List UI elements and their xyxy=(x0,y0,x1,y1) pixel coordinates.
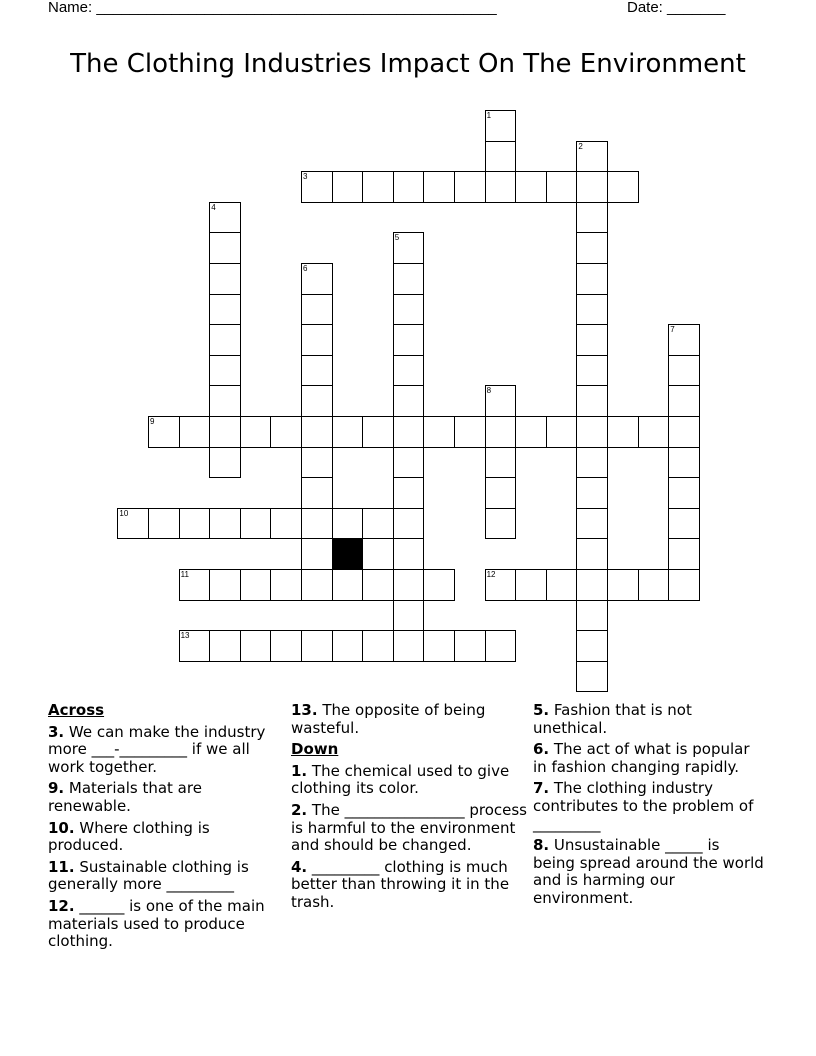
down-heading: Down xyxy=(291,740,339,759)
grid-cell[interactable] xyxy=(576,447,608,479)
grid-cell[interactable] xyxy=(301,416,333,448)
grid-cell[interactable] xyxy=(301,385,333,417)
clue-across-13 xyxy=(291,702,531,737)
date-field-label: Date: _______ xyxy=(627,0,726,16)
grid-cell[interactable] xyxy=(515,171,547,203)
grid-cell[interactable] xyxy=(393,508,425,540)
clue-text: Unsustainable _____ is being spread around the world and is harming our environment. xyxy=(533,836,764,907)
clue-across-3 xyxy=(48,724,280,777)
grid-cell[interactable] xyxy=(209,569,241,601)
grid-cell[interactable] xyxy=(668,355,700,387)
cell-number: 10 xyxy=(119,508,129,518)
clue-text: Where clothing is produced. xyxy=(48,818,210,855)
grid-cell[interactable] xyxy=(301,447,333,479)
grid-cell[interactable] xyxy=(179,569,211,601)
clue-number: 3. xyxy=(48,722,65,741)
grid-cell[interactable] xyxy=(209,324,241,356)
grid-cell[interactable] xyxy=(179,508,211,540)
clue-number: 13. xyxy=(291,701,318,719)
grid-cell[interactable] xyxy=(607,416,639,448)
grid-cell[interactable] xyxy=(576,202,608,234)
clue-down-1 xyxy=(291,763,531,798)
grid-cell[interactable] xyxy=(576,661,608,693)
grid-cell[interactable] xyxy=(393,171,425,203)
grid-cell[interactable] xyxy=(576,355,608,387)
grid-cell[interactable] xyxy=(638,569,670,601)
clue-across-11 xyxy=(48,859,280,894)
clue-number: 2. xyxy=(291,800,308,819)
grid-cell[interactable] xyxy=(332,416,364,448)
grid-cell[interactable] xyxy=(209,355,241,387)
grid-cell[interactable] xyxy=(607,569,639,601)
clue-text: The act of what is popular in fashion changing rapidly. xyxy=(533,740,750,776)
grid-cell[interactable] xyxy=(117,508,149,540)
grid-cell[interactable] xyxy=(576,538,608,570)
clue-number: 11. xyxy=(48,857,75,876)
grid-cell[interactable] xyxy=(485,447,517,479)
grid-cell[interactable] xyxy=(393,294,425,326)
clue-across-10 xyxy=(48,820,280,855)
grid-cell[interactable] xyxy=(576,416,608,448)
grid-cell[interactable] xyxy=(485,171,517,203)
cell-number: 6 xyxy=(303,264,308,273)
grid-cell[interactable] xyxy=(485,630,517,662)
grid-cell[interactable] xyxy=(668,569,700,601)
clue-text: The chemical used to give clothing its color. xyxy=(291,761,510,798)
grid-cell[interactable] xyxy=(301,477,333,509)
grid-cell[interactable] xyxy=(301,569,333,601)
grid-cell[interactable] xyxy=(485,477,517,509)
grid-cell[interactable] xyxy=(515,416,547,448)
grid-cell[interactable] xyxy=(423,171,455,203)
cell-number: 5 xyxy=(394,233,400,243)
clue-down-5 xyxy=(533,702,765,737)
clue-number: 8. xyxy=(533,836,550,855)
grid-cell[interactable] xyxy=(240,416,272,448)
grid-cell[interactable] xyxy=(515,569,547,601)
cell-number: 8 xyxy=(486,386,492,396)
grid-cell[interactable] xyxy=(301,508,333,540)
grid-cell[interactable] xyxy=(576,324,608,356)
grid-cell[interactable] xyxy=(362,569,394,601)
clue-text: ______ is one of the main materials used to produce clothing. xyxy=(48,896,265,951)
grid-cell[interactable] xyxy=(179,630,211,662)
grid-cell[interactable] xyxy=(576,508,608,540)
grid-cell[interactable] xyxy=(668,477,700,509)
clue-down-6 xyxy=(533,741,765,776)
clue-down-2 xyxy=(291,802,531,855)
clue-number: 1. xyxy=(291,761,308,780)
grid-cell[interactable] xyxy=(209,447,241,479)
grid-cell[interactable] xyxy=(240,569,272,601)
cell-number: 12 xyxy=(486,570,496,579)
grid-cell[interactable] xyxy=(485,508,517,540)
clue-number: 7. xyxy=(533,779,550,798)
grid-cell[interactable] xyxy=(301,171,333,203)
grid-cell[interactable] xyxy=(209,508,241,540)
clue-down-8 xyxy=(533,837,765,907)
grid-cell[interactable] xyxy=(332,171,364,203)
cell-number: 13 xyxy=(180,631,190,641)
clues-column-1 xyxy=(48,702,280,955)
grid-cell[interactable] xyxy=(393,355,425,387)
clue-text: We can make the industry more ___-_________ if we all work together. xyxy=(48,722,266,776)
grid-cell[interactable] xyxy=(270,630,302,662)
clue-number: 9. xyxy=(48,779,65,798)
grid-cell[interactable] xyxy=(393,538,425,570)
grid-cell[interactable] xyxy=(485,416,517,448)
grid-cell[interactable] xyxy=(393,630,425,662)
grid-cell[interactable] xyxy=(546,569,578,601)
grid-cell[interactable] xyxy=(546,416,578,448)
grid-cell[interactable] xyxy=(393,477,425,509)
grid-cell[interactable] xyxy=(668,447,700,479)
grid-cell[interactable] xyxy=(332,508,364,540)
grid-cell[interactable] xyxy=(668,508,700,540)
cell-number: 7 xyxy=(670,325,675,335)
grid-cell[interactable] xyxy=(270,416,302,448)
grid-cell[interactable] xyxy=(393,569,425,601)
grid-cell[interactable] xyxy=(301,538,333,570)
grid-cell[interactable] xyxy=(393,263,425,295)
clue-number: 4. xyxy=(291,857,308,876)
clue-text: The ________________ process is harmful to the environment and should be changed. xyxy=(291,800,527,855)
grid-cell[interactable] xyxy=(576,385,608,417)
clue-text: _________ clothing is much better than throwing it in the trash. xyxy=(291,857,510,911)
page-title: The Clothing Industries Impact On The Environment xyxy=(70,49,746,79)
grid-cell[interactable] xyxy=(423,630,455,662)
grid-cell[interactable] xyxy=(362,416,394,448)
grid-cell[interactable] xyxy=(668,385,700,417)
clue-text: Fashion that is not unethical. xyxy=(533,701,692,737)
clue-number: 6. xyxy=(533,740,550,759)
grid-cell[interactable] xyxy=(209,202,241,234)
grid-cell[interactable] xyxy=(209,385,241,417)
grid-cell[interactable] xyxy=(393,324,425,356)
clue-number: 10. xyxy=(48,818,75,837)
grid-cell[interactable] xyxy=(576,263,608,295)
grid-cell[interactable] xyxy=(301,294,333,326)
grid-cell[interactable] xyxy=(546,171,578,203)
black-cell xyxy=(332,538,364,570)
grid-cell[interactable] xyxy=(454,630,486,662)
grid-cell[interactable] xyxy=(485,569,517,601)
grid-cell[interactable] xyxy=(393,600,425,632)
grid-cell[interactable] xyxy=(668,538,700,570)
grid-cell[interactable] xyxy=(301,324,333,356)
grid-cell[interactable] xyxy=(576,569,608,601)
grid-cell[interactable] xyxy=(485,110,517,142)
grid-cell[interactable] xyxy=(576,171,608,203)
grid-cell[interactable] xyxy=(485,385,517,417)
grid-cell[interactable] xyxy=(638,416,670,448)
grid-cell[interactable] xyxy=(301,263,333,295)
grid-cell[interactable] xyxy=(148,416,180,448)
name-field-label: Name: ________________________________________________ xyxy=(48,0,497,16)
grid-cell[interactable] xyxy=(332,569,364,601)
clue-down-4 xyxy=(291,859,531,912)
grid-cell[interactable] xyxy=(270,508,302,540)
across-heading: Across xyxy=(48,701,105,719)
grid-cell[interactable] xyxy=(393,416,425,448)
grid-cell[interactable] xyxy=(607,171,639,203)
cell-number: 3 xyxy=(303,172,308,182)
grid-cell[interactable] xyxy=(362,171,394,203)
grid-cell[interactable] xyxy=(454,416,486,448)
clue-number: 5. xyxy=(533,701,550,719)
grid-cell[interactable] xyxy=(209,263,241,295)
grid-cell[interactable] xyxy=(393,447,425,479)
grid-cell[interactable] xyxy=(393,232,425,264)
grid-cell[interactable] xyxy=(576,294,608,326)
grid-cell[interactable] xyxy=(423,416,455,448)
clue-across-12 xyxy=(48,898,280,951)
clue-text: Materials that are renewable. xyxy=(48,779,202,815)
grid-cell[interactable] xyxy=(209,232,241,264)
clue-text: Sustainable clothing is generally more _________ xyxy=(48,857,249,894)
clues-column-2 xyxy=(291,702,531,916)
grid-cell[interactable] xyxy=(362,508,394,540)
grid-cell[interactable] xyxy=(393,385,425,417)
grid-cell[interactable] xyxy=(668,416,700,448)
grid-cell[interactable] xyxy=(576,477,608,509)
grid-cell[interactable] xyxy=(576,141,608,173)
grid-cell[interactable] xyxy=(209,294,241,326)
grid-cell[interactable] xyxy=(576,232,608,264)
grid-cell[interactable] xyxy=(209,630,241,662)
grid-cell[interactable] xyxy=(301,355,333,387)
grid-cell[interactable] xyxy=(454,171,486,203)
grid-cell[interactable] xyxy=(576,600,608,632)
clue-number: 12. xyxy=(48,896,75,915)
cell-number: 11 xyxy=(180,570,189,579)
clue-down-7 xyxy=(533,780,765,833)
grid-cell[interactable] xyxy=(362,630,394,662)
clue-text: The opposite of being wasteful. xyxy=(291,701,486,737)
grid-cell[interactable] xyxy=(270,569,302,601)
grid-cell[interactable] xyxy=(423,569,455,601)
cell-number: 1 xyxy=(486,111,492,120)
grid-cell[interactable] xyxy=(301,630,333,662)
grid-cell[interactable] xyxy=(209,416,241,448)
grid-cell[interactable] xyxy=(148,508,180,540)
cell-number: 2 xyxy=(578,141,583,151)
clue-across-9 xyxy=(48,780,280,815)
clue-text: The clothing industry contributes to the problem of _________ xyxy=(533,779,754,833)
grid-cell[interactable] xyxy=(240,508,272,540)
grid-cell[interactable] xyxy=(240,630,272,662)
grid-cell[interactable] xyxy=(485,141,517,173)
grid-cell[interactable] xyxy=(332,630,364,662)
grid-cell[interactable] xyxy=(179,416,211,448)
cell-number: 4 xyxy=(211,202,216,212)
clues-column-3 xyxy=(533,702,765,912)
grid-cell[interactable] xyxy=(576,630,608,662)
cell-number: 9 xyxy=(150,417,155,426)
grid-cell[interactable] xyxy=(668,324,700,356)
